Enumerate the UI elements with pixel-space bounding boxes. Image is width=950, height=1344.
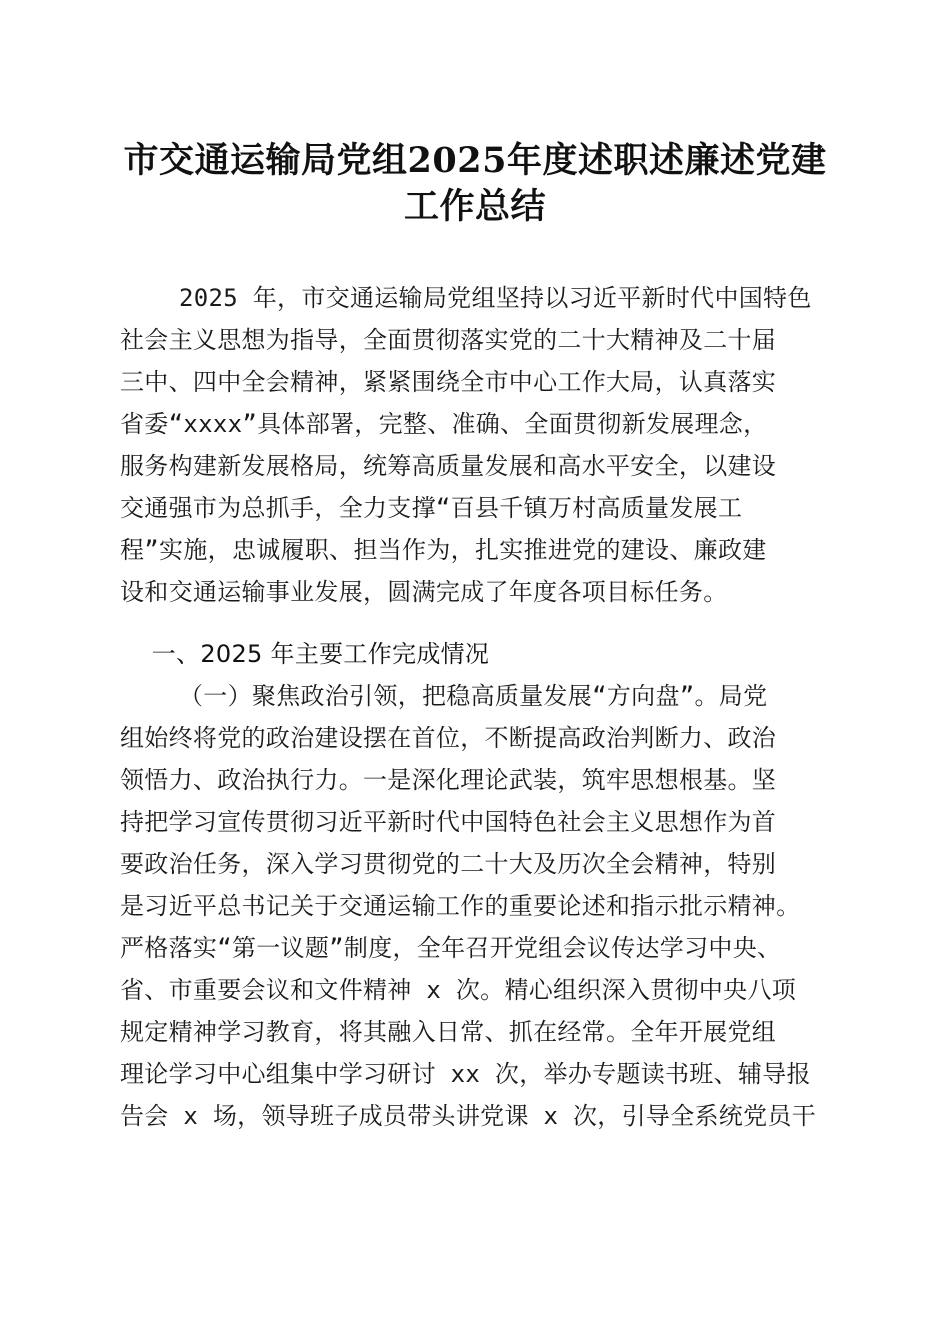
section-heading: 一、2025 年主要工作完成情况: [120, 640, 490, 668]
body-line: 程”实施，忠诚履职、担当作为，扎实推进党的建设、廉政建: [120, 536, 767, 564]
body-line: 领悟力、政治执行力。一是深化理论武装，筑牢思想根基。坚: [120, 766, 777, 794]
body-line: 设和交通运输事业发展，圆满完成了年度各项目标任务。: [120, 578, 728, 606]
body-line: 理论学习中心组集中学习研讨 xx 次，举办专题读书班、辅导报: [120, 1060, 811, 1088]
body-line: 告会 x 场，领导班子成员带头讲党课 x 次，引导全系统党员干: [120, 1102, 816, 1130]
body-line: 要政治任务，深入学习贯彻党的二十大及历次全会精神，特别: [120, 850, 777, 878]
body-line: 组始终将党的政治建设摆在首位，不断提高政治判断力、政治: [120, 724, 777, 752]
body-line: 规定精神学习教育，将其融入日常、抓在经常。全年开展党组: [120, 1018, 777, 1046]
document-title-line-2: 工作总结: [403, 186, 546, 227]
body-line: 服务构建新发展格局，统筹高质量发展和高水平安全，以建设: [120, 452, 777, 480]
body-line: 持把学习宣传贯彻习近平新时代中国特色社会主义思想作为首: [120, 808, 777, 836]
body-line: 是习近平总书记关于交通运输工作的重要论述和指示批示精神。: [120, 892, 801, 920]
body-line: 省委“xxxx”具体部署，完整、准确、全面贯彻新发展理念，: [120, 410, 768, 438]
body-line: 社会主义思想为指导，全面贯彻落实党的二十大精神及二十届: [120, 326, 777, 354]
document-title-line-1: 市交通运输局党组2025年度述职述廉述党建: [123, 140, 827, 181]
subsection-heading: （一）聚焦政治引领，把稳高质量发展“方向盘”。局党: [120, 682, 768, 710]
body-line: 2025 年，市交通运输局党组坚持以习近平新时代中国特色: [120, 284, 812, 312]
body-line: 交通强市为总抓手，全力支撑“百县千镇万村高质量发展工: [120, 494, 743, 522]
body-line: 省、市重要会议和文件精神 x 次。精心组织深入贯彻中央八项: [120, 976, 797, 1004]
body-line: 严格落实“第一议题”制度，全年召开党组会议传达学习中央、: [120, 934, 782, 962]
body-line: 三中、四中全会精神，紧紧围绕全市中心工作大局，认真落实: [120, 368, 777, 396]
